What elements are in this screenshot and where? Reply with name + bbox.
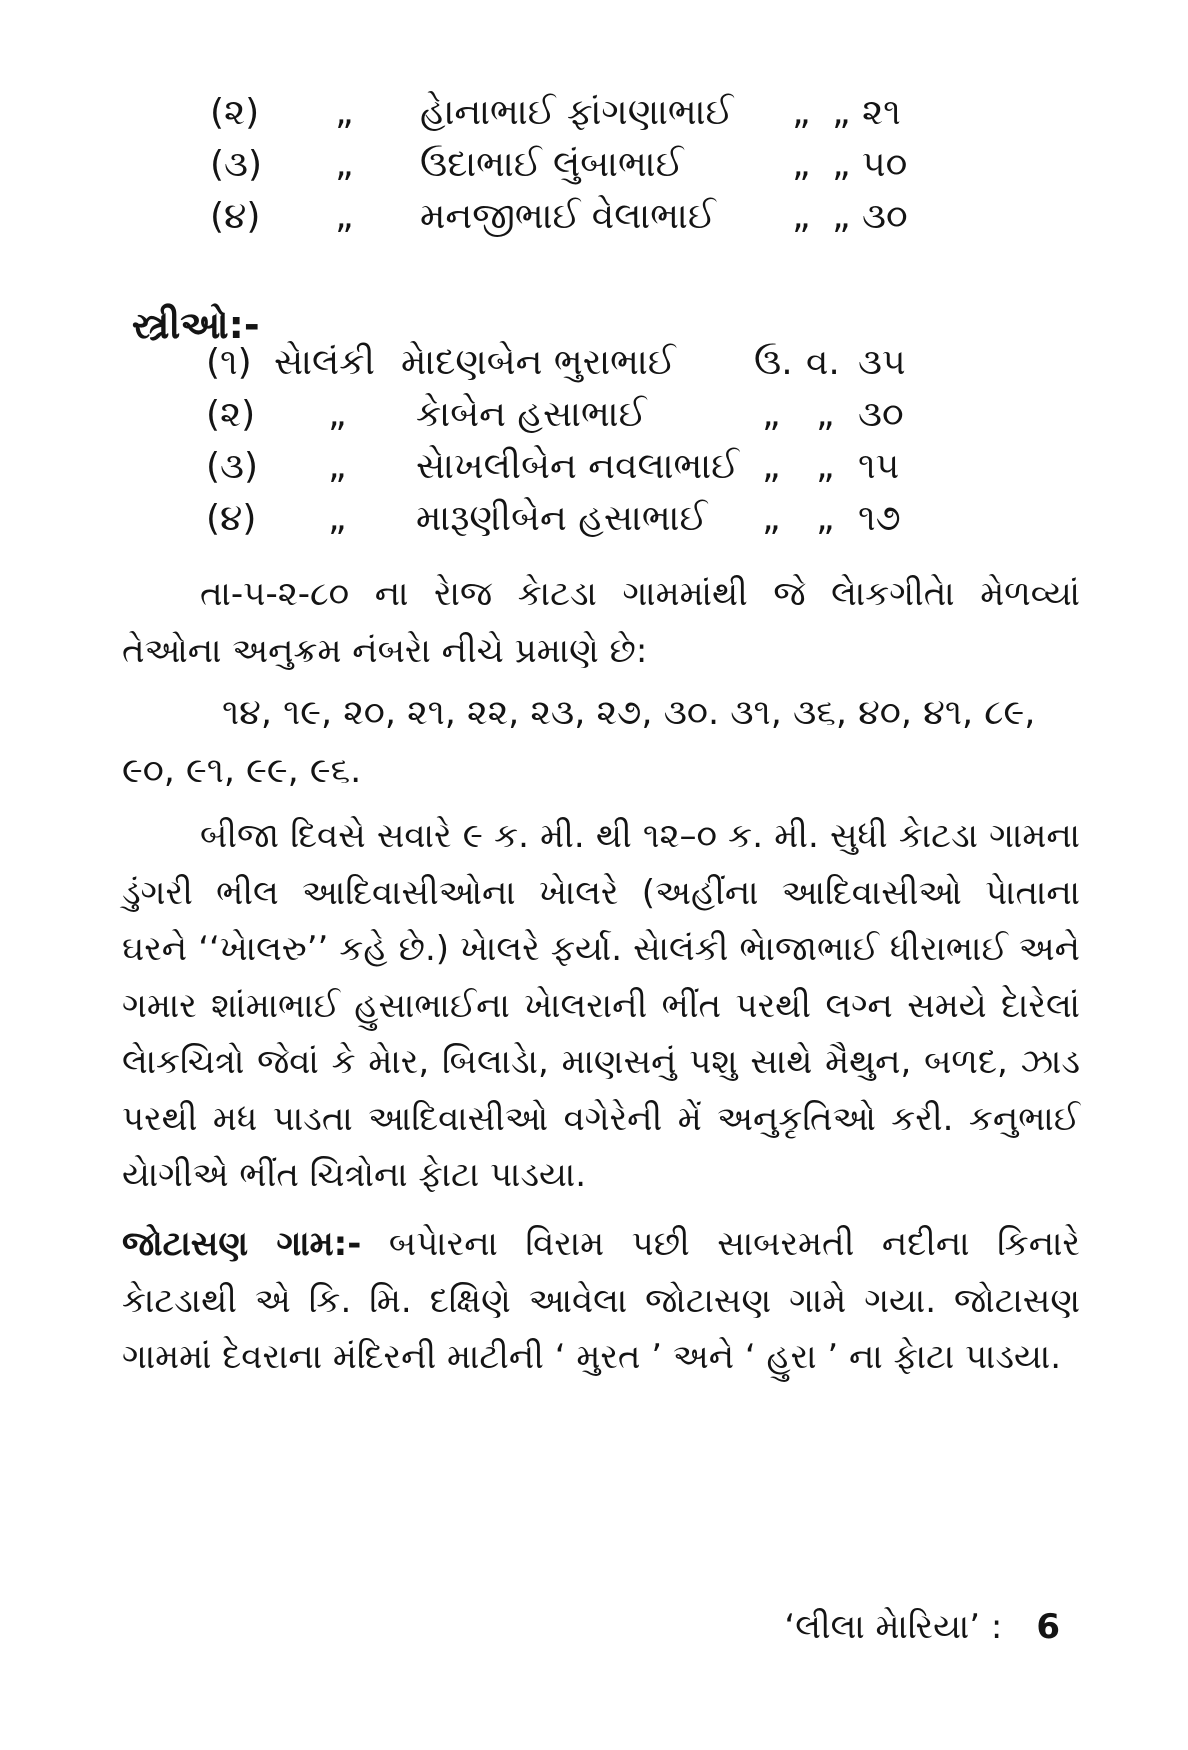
ditto-mark: „	[328, 446, 347, 487]
person-name: ઉદાભાઈ લુંબાભાઈ	[420, 144, 684, 185]
songs-paragraph-text: તા-૫-૨-૮૦ ના રેાજ કેાટડા ગામમાંથી જે લેાકગીતેા મેળવ્યાં તેઓના અનુક્રમ નંબરેા નીચે પ્રમાણે છે:	[122, 574, 1080, 671]
person-name: હેાનાભાઈ ફાંગણાભાઈ	[420, 92, 734, 133]
list-number: (૨)	[210, 92, 260, 133]
jotasan-paragraph-text: બપેારના વિરામ પછી સાબરમતી નદીના કિનારે કેાટડાથી એ કિ. મિ. દક્ષિણે આવેલા જોટાસણ ગામે ગયા. જોટાસણ ગામમાં દેવરાના મંદિરની માટીની ‘ મુરત ’ અને ‘ હુરા ’ ના ફેાટા પાડયા.	[122, 1224, 1080, 1377]
ditto-mark: „	[335, 144, 354, 185]
ditto-mark: „	[832, 196, 851, 237]
women-list-row	[206, 494, 1086, 544]
age-value: ૨૧	[862, 92, 901, 133]
page-number: 6	[1036, 1607, 1060, 1647]
list-number: (૪)	[210, 196, 261, 237]
age-value: ૫૦	[862, 144, 908, 185]
ditto-mark: „	[762, 498, 781, 539]
women-list-row	[206, 390, 1086, 440]
men-list-row	[210, 140, 1090, 190]
jotasan-paragraph	[122, 1216, 1080, 1386]
women-list-row	[206, 442, 1086, 492]
ditto-mark: „	[792, 196, 811, 237]
person-name: કેાબેન હસાભાઈ	[416, 394, 647, 435]
ditto-mark: „	[792, 144, 811, 185]
age-value: ૧૭	[858, 498, 901, 539]
ditto-mark: „	[762, 394, 781, 435]
women-list-row	[206, 338, 1086, 388]
list-number: (૩)	[206, 446, 259, 487]
list-number: (૪)	[206, 498, 257, 539]
running-title: ‘લીલા મેારિયા’ :	[784, 1607, 1003, 1647]
visit-paragraph	[122, 808, 1080, 1204]
ditto-mark: „	[335, 196, 354, 237]
ditto-mark: „	[762, 446, 781, 487]
age-abbrev: ઉ.	[754, 342, 793, 383]
men-list-row	[210, 192, 1090, 242]
song-numbers-list	[122, 684, 1080, 800]
ditto-mark: „	[335, 92, 354, 133]
ditto-mark: „	[328, 498, 347, 539]
age-value: ૩૦	[862, 196, 908, 237]
women-heading: સ્ત્રીઓ:-	[132, 303, 260, 347]
ditto-mark: „	[792, 92, 811, 133]
list-number: (૩)	[210, 144, 263, 185]
ditto-mark: „	[832, 144, 851, 185]
visit-paragraph-text: બીજા દિવસે સવારે ૯ ક. મી. થી ૧૨–૦ ક. મી. સુધી કેાટડા ગામના ડુંગરી ભીલ આદિવાસીઓના ખેાલરે (અહીંના આદિવાસીઓ પેાતાના ઘરને ‘‘ખેાલરુ’’ કહે છે.) ખેાલરે ફર્યા. સેાલંકી ભેાજાભાઈ ધીરાભાઈ અને ગમાર શાંમાભાઈ હુસાભાઈના ખેાલરાની ભીંત પરથી લગ્ન સમયે દેારેલાં લેાકચિત્રો જેવાં કે મેાર, બિલાડેા, માણસનું પશુ સાથે મૈથુન, બળદ, ઝાડ પરથી મધ પાડતા આદિવાસીઓ વગેરેની મેં અનુકૃતિઓ કરી. કનુભાઈ યેાગીએ ભીંત ચિત્રોના ફેાટા પાડયા.	[122, 816, 1080, 1195]
person-name: મારૂણીબેન હસાભાઈ	[416, 498, 708, 539]
men-list-row	[210, 88, 1090, 138]
list-number: (૨)	[206, 394, 256, 435]
ditto-mark: „	[328, 394, 347, 435]
list-number: (૧)	[206, 342, 252, 383]
ditto-mark: „	[816, 394, 835, 435]
person-name: મનજીભાઈ વેલાભાઈ	[420, 196, 716, 237]
surname: સેાલંકી	[274, 342, 375, 383]
page-footer	[0, 1602, 1060, 1652]
ditto-mark: „	[832, 92, 851, 133]
age-abbrev: વ.	[806, 342, 840, 383]
person-name: મેાદણબેન ભુરાભાઈ	[401, 342, 676, 383]
ditto-mark: „	[816, 446, 835, 487]
songs-paragraph	[122, 566, 1080, 679]
age-value: ૩૫	[858, 342, 906, 383]
section-lead-heading: જોટાસણ ગામ:-	[122, 1224, 362, 1264]
age-value: ૩૦	[858, 394, 904, 435]
ditto-mark: „	[816, 498, 835, 539]
person-name: સેાખલીબેન નવલાભાઈ	[416, 446, 739, 487]
age-value: ૧૫	[858, 446, 900, 487]
song-numbers-text: ૧૪, ૧૯, ૨૦, ૨૧, ૨૨, ૨૩, ૨૭, ૩૦. ૩૧, ૩૬, ૪૦, ૪૧, ૮૯, ૯૦, ૯૧, ૯૯, ૯૬.	[122, 693, 1036, 791]
